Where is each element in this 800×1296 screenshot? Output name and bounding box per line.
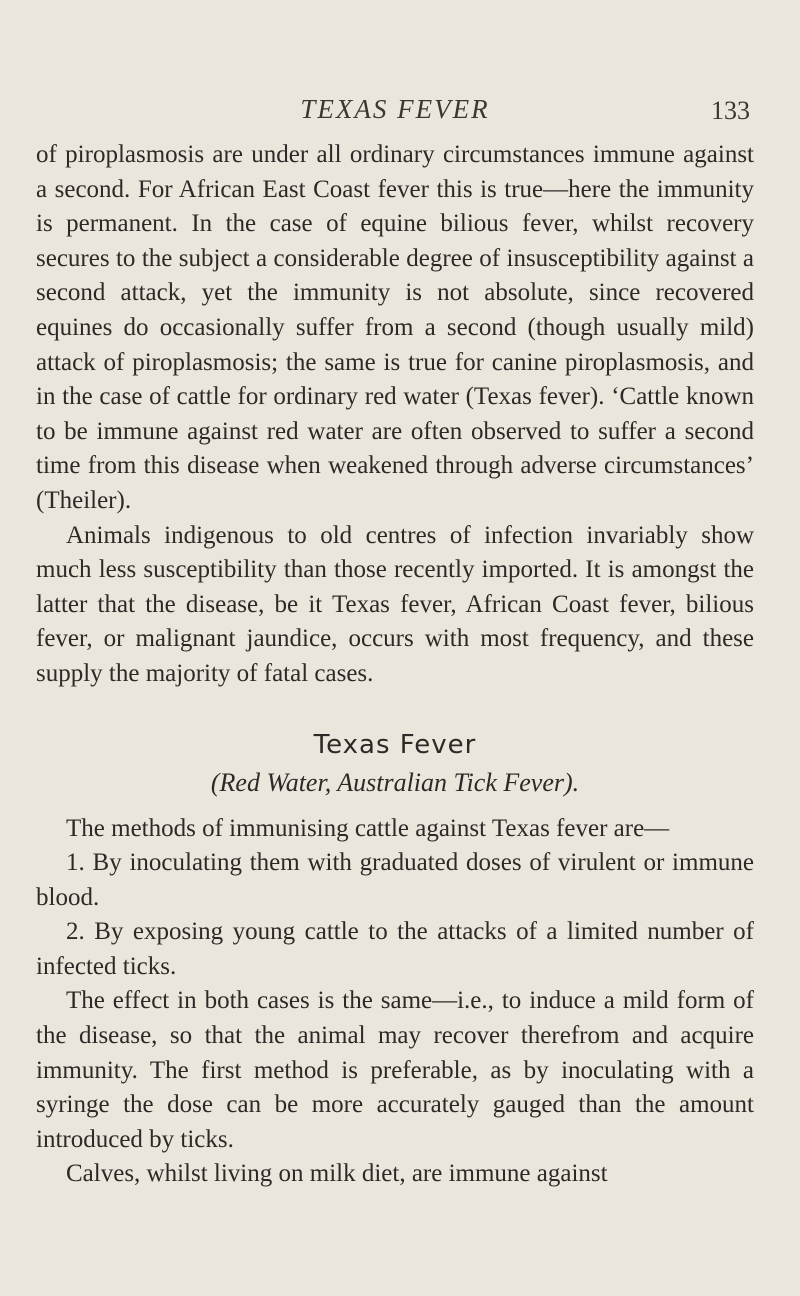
- running-title: TEXAS FEVER: [300, 94, 490, 124]
- paragraph: Animals indigenous to old centres of infection invariably show much less susceptibility than those recently imported. It is amongst the latter that the disease, be it Texas fever, African Coast fever, bilious fever, or malignant jaundice, occurs with most frequency, and these supply the majority of fatal cases.: [36, 521, 754, 687]
- paragraph: The effect in both cases is the same—i.e., to induce a mild form of the disease, so that the animal may recover therefrom and acquire immunity. The first method is preferable, as by inoculating with a syringe the dose can be more accurately gauged than the amount introduced by ticks.: [36, 987, 754, 1153]
- body-text: [36, 138, 754, 1192]
- numbered-item-2: 2. By exposing young cattle to the attacks of a limited number of infected ticks.: [36, 918, 754, 980]
- numbered-item-1: 1. By inoculating them with graduated doses of virulent or immune blood.: [36, 849, 754, 911]
- paragraph-continued: of piroplasmosis are under all ordinary circumstances immune against a second. For African East Coast fever this is true—here the immunity is permanent. In the case of equine bilious fever, whilst recovery secures to the subject a considerable degree of insusceptibility against a second attack, yet the immunity is not absolute, since recovered equines do occasionally suffer from a second (though usually mild) attack of piroplasmosis; the same is true for canine piroplasmosis, and in the case of cattle for ordinary red water (Texas fever). ‘Cattle known to be immune against red water are often observed to suffer a second time from this disease when weakened through adverse circumstances’ (Theiler).: [36, 141, 754, 514]
- page-header: [36, 94, 754, 134]
- page-number: 133: [711, 96, 750, 125]
- paragraph-continues: Calves, whilst living on milk diet, are immune against: [66, 1160, 608, 1188]
- paragraph: The methods of immunising cattle against Texas fever are—: [66, 814, 670, 842]
- section-title: Texas Fever: [313, 729, 477, 760]
- section-subtitle: (Red Water, Australian Tick Fever).: [210, 767, 580, 797]
